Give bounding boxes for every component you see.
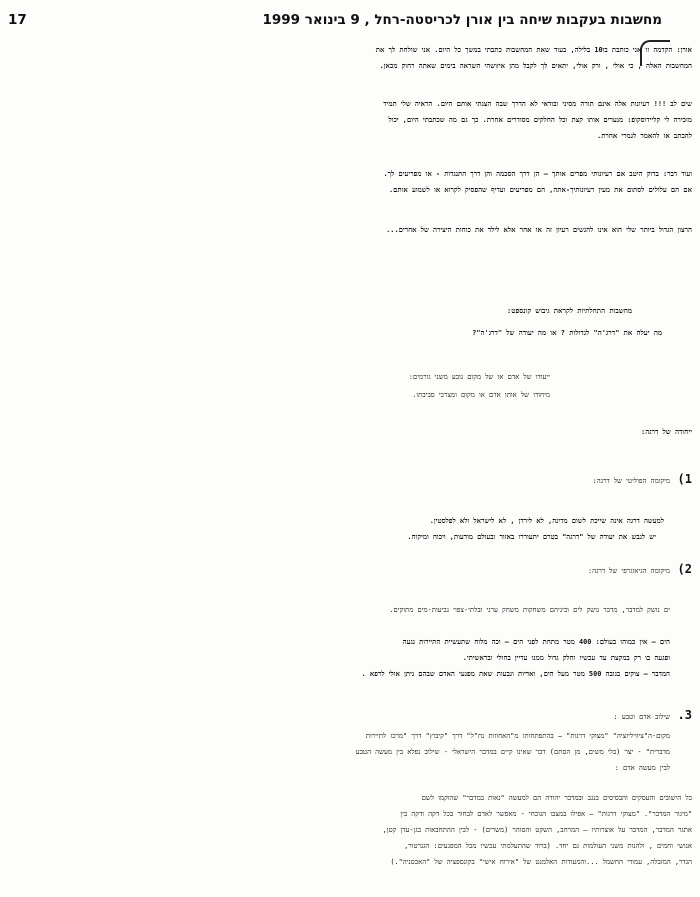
note-line: מזכירה לי קליידוסקופ: מנערים אותו קצת וכל החלקים מסודרים אחרת. כך גם מה שכתבתי היום, יכול	[388, 116, 692, 124]
title-line-2: מה יעלה את "דרג'ה" לגדולות ? או מה יעודה של "דרג'ה"?	[472, 329, 662, 337]
note-paragraph	[12, 96, 692, 144]
note-line: שים לב !!! רעיונות אלה אינם תורה מסיני ובודאי לא הדרך שבה הצגתי אותם היום. הראיה שלי תמיד	[383, 100, 692, 108]
section-3-body-a	[10, 728, 670, 776]
desire-line: הרצון הגדול ביותר שלי הוא אינו להגשים רעיון זה או אחר אלא לילד את כוחות היצירה של אחרים...	[386, 226, 692, 234]
section-heading-text: מיקומה הפוליטי של דרגה:	[592, 477, 670, 485]
section-1-number	[678, 472, 692, 486]
section-line: ופגעה בו רק במקצת עד עכשיו וחלק גדול ממנו עדיין בחולי ובראשיתי.	[462, 654, 670, 662]
header-text: מחשבות בעקבות שיחה בין אורן לכריסטה-רחל , 9 בינואר 1999	[262, 12, 662, 28]
section-2-body-b	[20, 634, 670, 682]
intro-paragraph	[12, 42, 692, 74]
section-line: לבין מעשה אדם :	[614, 764, 670, 772]
section-line: הגדר, המזבלה, עמודי החשמל ...והמעודות האלמנט של "אירוח אישי" בקונספציה של "האכסניה".)	[390, 858, 692, 866]
document-title	[22, 300, 662, 344]
uniqueness-heading-text: ייחודה של דרגה:	[640, 428, 692, 436]
section-number: 1)	[677, 472, 692, 486]
section-3-body-b	[12, 790, 692, 870]
intro-line: המחשבות האלה , כי אולי , ורק אולי, יתאים לך לקבל מהן איזושהי השראה בימים שאתה רחוק מכאן.	[379, 62, 692, 70]
section-heading-text: מיקומה הגיאוגרפי של דרגה:	[587, 567, 670, 575]
section-line: כל הישובים והעסקים והבסיסים בנגב ובמדבר יהודה הם למעשה "נאות במדבר" שהוקמו לשם	[421, 794, 692, 802]
another-paragraph	[12, 166, 692, 198]
section-1-heading	[30, 472, 670, 490]
section-2-number	[678, 562, 692, 576]
title-line-1: מחשבות התחלתיות לקראת גיבוש קונספט:	[507, 307, 632, 315]
section-line: למעשה דרגה אינה שייכת לשום מדינה, לא לירדן , לא לישראל ולא לפלסטין.	[429, 517, 664, 525]
desire-paragraph	[12, 222, 692, 238]
page-number: 17	[8, 12, 27, 28]
section-line: המדבר – צוקים בגובה 500 מטר מעל הים, ואדיות וגבעות שאת מפגעי האדם שבהם ניתן אולי לרפא .	[361, 670, 670, 678]
section-1-body	[20, 513, 670, 545]
section-2-body-a	[20, 602, 670, 618]
section-3-heading	[30, 708, 670, 726]
purpose-line: מיחודו של אותו אדם או מקום ומצרכי סביבתו.	[412, 391, 550, 399]
section-2-heading	[30, 562, 670, 580]
page-header	[0, 6, 700, 30]
section-line: מדברית" - יצר (בלי משים, מן הסתם) דבר שאינו קיים במדבר הישראלי - שילוב נפלא בין מעשה הטבע	[355, 748, 670, 756]
section-line: "מיגור המדבר". "מצוקי דרגות" – אפילו במצבו הנוכחי - מאפשר לאדם לבחור בכל דקה ודקה בין	[400, 810, 692, 818]
uniqueness-heading	[12, 428, 692, 436]
another-line: ועוד דבר: בדוק היטב אם רעיונותי מפרים אותך – הן דרך הסכמה והן דרך התנגדות - או מפריעים לך.	[383, 170, 692, 178]
purpose-line: ייעודו של אדם או של מקום נובע משני גורמים:	[408, 373, 550, 381]
note-line: להכתב או להאמר לגמרי אחרת.	[597, 132, 692, 140]
section-line: מקום-ה"ציוויליזציה" "מצוקי דרגות" – בהתפתחותו מ"האחוזות נח"ל" דרך "קיבוץ" דרך "מרכז לתיירות	[365, 732, 670, 740]
purpose-paragraph	[30, 368, 550, 404]
section-line: אנושי וחמים , ולהנות משני העולמות גם יחד. (ברוד שהתעלמתי עכשיו מכל המפגעים: הגנרטור,	[404, 842, 692, 850]
section-line: ים נושק למדבר, מדבר נושק לים וביניהם משחקות משחק ערני ובלתי-צפוי נביעות-מים מתוקים.	[389, 606, 670, 614]
another-line: אם הם עלולים לסתום את מעין רעיונותיך-אתה, הם מפריעים ועדיף שהפסיק לקרוא או לשמוע אותם.	[388, 186, 692, 194]
section-number: 3.	[677, 708, 692, 722]
intro-line: אורן: הקדמה זו אני כותבת בו10 בלילה, בעוד שאת המחשבות כתבתי במשך כל היום. אני שולחת לך את	[375, 46, 692, 54]
section-line: הים – אין כמוהו בעולם: 400 מטר מתחת לפני הים – וכה מלוח שתעשיית התיירות נגעה	[402, 638, 670, 646]
section-line: אתגר המדבר, המדבר על אוצרותיו – המרחב, השקט והסוהר (משרים) - לבין ההתחבאות בגן-עדן קטן,	[382, 826, 692, 834]
section-heading-text: שילוב אדם וטבע :	[613, 713, 670, 721]
section-number: 2)	[677, 562, 692, 576]
section-3-number	[678, 708, 692, 722]
section-line: יש לגבש את יעודה של "דרגה" בטרם יתעוררו באזור ובעולם מודעות, ויכוח ומיקוח.	[407, 533, 656, 541]
